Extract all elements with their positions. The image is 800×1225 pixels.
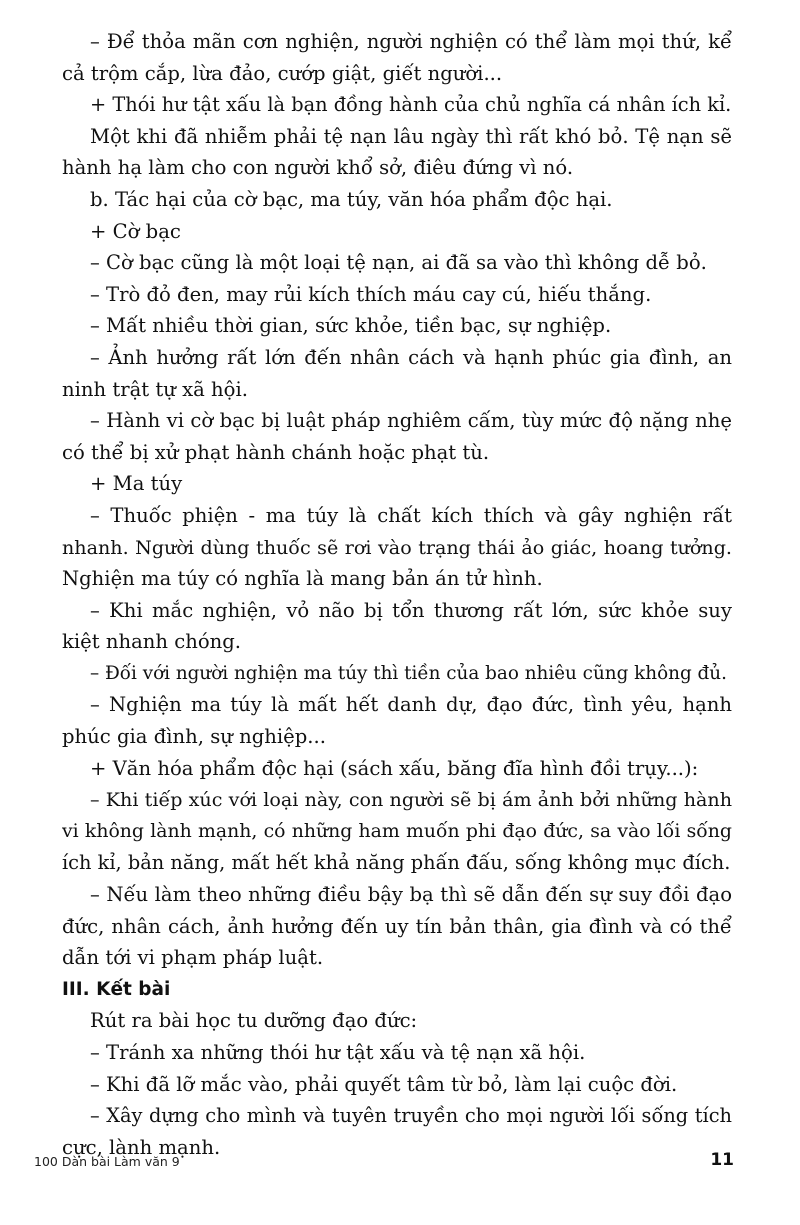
text-line: – Mất nhiều thời gian, sức khỏe, tiền bạc, sự nghiệp. (90, 314, 612, 338)
text-line: – Cờ bạc cũng là một loại tệ nạn, ai đã sa vào thì không dễ bỏ. (90, 251, 707, 275)
book-title: 100 Dàn bài Làm văn 9 (34, 1154, 180, 1169)
text-line: – Thuốc phiện - ma túy là chất kích thích và gây nghiện rất (90, 503, 732, 527)
page-body (62, 26, 732, 1163)
text-line: có thể bị xử phạt hành chánh hoặc phạt tù. (62, 440, 490, 464)
text-line: + Thói hư tật xấu là bạn đồng hành của chủ nghĩa cá nhân ích kỉ. (90, 93, 732, 117)
text-line: – Nghiện ma túy là mất hết danh dự, đạo đức, tình yêu, hạnh (90, 693, 732, 717)
text-line: + Văn hóa phẩm độc hại (sách xấu, băng đĩa hình đồi trụy...): (90, 756, 699, 780)
text-line: hành hạ làm cho con người khổ sở, điêu đứng vì nó. (62, 156, 574, 180)
text-line: – Đối với người nghiện ma túy thì tiền của bao nhiêu cũng không đủ. (90, 662, 727, 684)
section-subheading: b. Tác hại của cờ bạc, ma túy, văn hóa phẩm độc hại. (90, 187, 613, 211)
text-line: – Xây dựng cho mình và tuyên truyền cho mọi người lối sống tích (90, 1104, 732, 1128)
text-line: kiệt nhanh chóng. (62, 630, 242, 654)
text-line: – Trò đỏ đen, may rủi kích thích máu cay cú, hiếu thắng. (90, 282, 652, 306)
text-line: nhanh. Người dùng thuốc sẽ rơi vào trạng thái ảo giác, hoang tưởng. (62, 535, 732, 559)
page-number: 11 (710, 1150, 734, 1170)
text-line: Nghiện ma túy có nghĩa là mang bản án tử hình. (62, 567, 543, 591)
text-line: – Nếu làm theo những điều bậy bạ thì sẽ dẫn đến sự suy đồi đạo (90, 883, 732, 907)
text-line: Một khi đã nhiễm phải tệ nạn lâu ngày thì rất khó bỏ. Tệ nạn sẽ (90, 124, 732, 148)
text-line: cả trộm cắp, lừa đảo, cướp giật, giết người... (62, 61, 503, 85)
text-line: – Tránh xa những thói hư tật xấu và tệ nạn xã hội. (90, 1041, 586, 1064)
text-line: Rút ra bài học tu dưỡng đạo đức: (90, 1009, 418, 1033)
text-line: – Khi mắc nghiện, vỏ não bị tổn thương rất lớn, sức khỏe suy (90, 598, 732, 622)
text-line: – Khi đã lỡ mắc vào, phải quyết tâm từ bỏ, làm lại cuộc đời. (90, 1072, 678, 1096)
text-line: dẫn tới vi phạm pháp luật. (62, 946, 324, 970)
text-line: ích kỉ, bản năng, mất hết khả năng phấn đấu, sống không mục đích. (62, 851, 731, 875)
page-footer (34, 1150, 734, 1174)
text-line: ninh trật tự xã hội. (62, 377, 248, 401)
text-line: phúc gia đình, sự nghiệp... (62, 725, 326, 749)
text-line: – Ảnh hưởng rất lớn đến nhân cách và hạnh phúc gia đình, an (90, 345, 732, 369)
text-line: đức, nhân cách, ảnh hưởng đến uy tín bản thân, gia đình và có thể (62, 914, 732, 938)
text-line: – Để thỏa mãn cơn nghiện, người nghiện có thể làm mọi thứ, kể (90, 30, 732, 53)
text-line: cực, lành mạnh. (62, 1135, 221, 1159)
text-line: + Ma túy (90, 472, 183, 496)
text-line: – Hành vi cờ bạc bị luật pháp nghiêm cấm, tùy mức độ nặng nhẹ (90, 409, 732, 433)
text-line: + Cờ bạc (90, 219, 181, 243)
text-line: vi không lành mạnh, có những ham muốn phi đạo đức, sa vào lối sống (62, 820, 732, 842)
section-heading: III. Kết bài (62, 978, 171, 1000)
text-line: – Khi tiếp xúc với loại này, con người sẽ bị ám ảnh bởi những hành (90, 788, 732, 812)
